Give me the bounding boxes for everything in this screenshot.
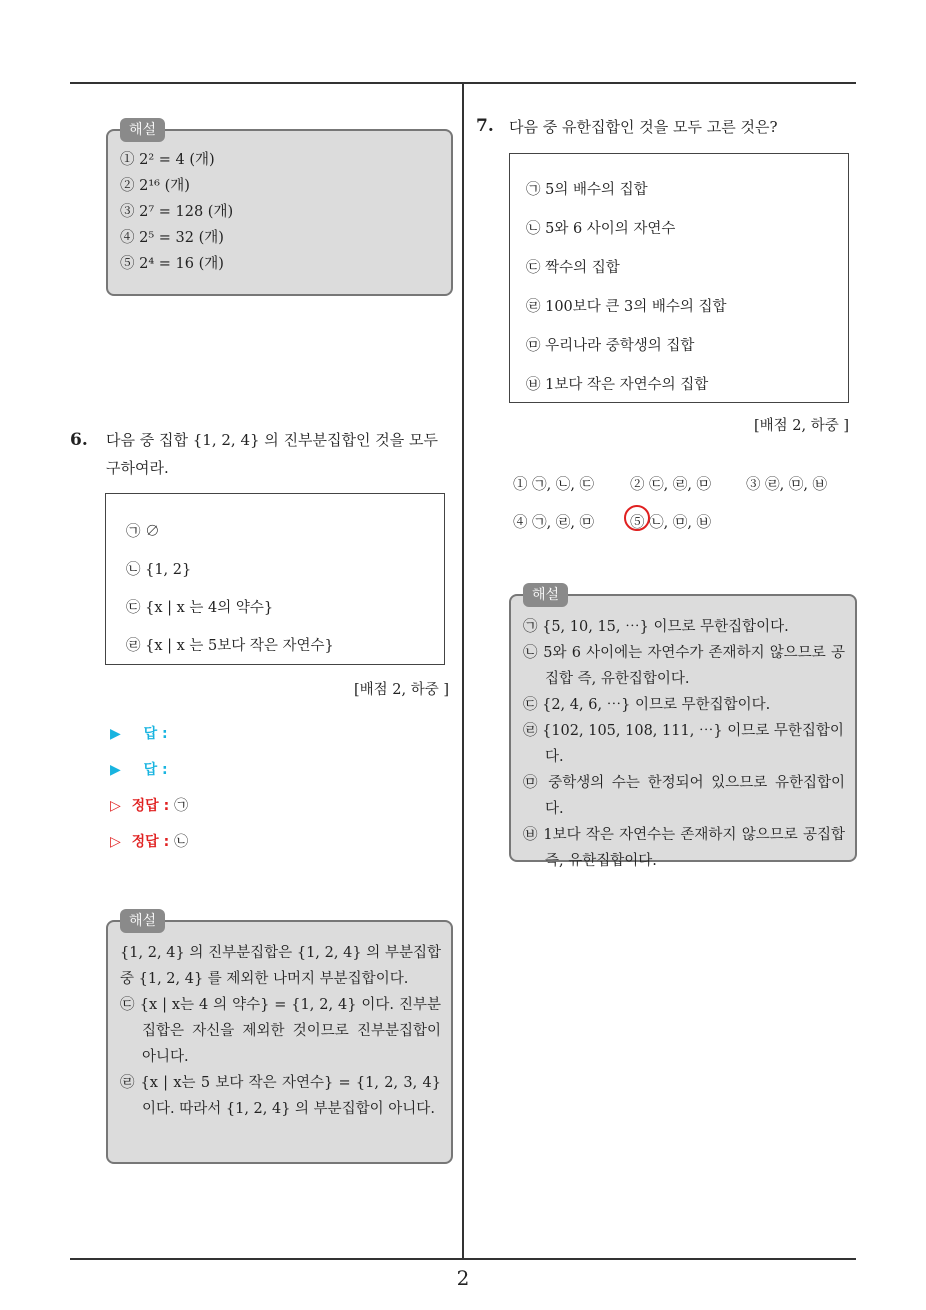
correct-answer-row xyxy=(110,831,188,851)
solution-line: ㉣ {102, 105, 108, 111, ⋯} 이므로 무한집합이다. xyxy=(523,723,844,765)
q7-item: ㉤ 우리나라 중학생의 집합 xyxy=(526,338,695,354)
answer-row xyxy=(110,723,168,743)
q7-item: ㉥ 1보다 작은 자연수의 집합 xyxy=(526,377,709,393)
correct-answer-label: 정답 : xyxy=(131,798,170,814)
q7-items-box xyxy=(509,153,849,403)
page-number: 2 xyxy=(456,1266,470,1290)
correct-answer-marker: ▷ xyxy=(110,798,121,814)
q7-item: ㉠ 5의 배수의 집합 xyxy=(526,182,648,198)
correct-answer-marker: ▷ xyxy=(110,834,121,850)
q7-solution-box xyxy=(509,587,857,869)
solution-line: ④ 2⁵ = 32 (개) xyxy=(120,230,224,246)
q7-item: ㉡ 5와 6 사이의 자연수 xyxy=(526,221,676,237)
solution-line: ㉠ {5, 10, 15, ⋯} 이므로 무한집합이다. xyxy=(523,619,789,635)
solution-tag: 해설 xyxy=(120,909,165,933)
choice-2[interactable]: ② ㉢, ㉣, ㉤ xyxy=(630,477,712,493)
solution-line: ㉣ {x | x는 5 보다 작은 자연수} = {1, 2, 3, 4} 이다. 따라서 {1, 2, 4} 의 부분집합이 아니다. xyxy=(120,1075,441,1117)
choice-1[interactable]: ① ㉠, ㉡, ㉢ xyxy=(513,477,595,493)
solution-tag: 해설 xyxy=(120,118,165,142)
solution-line: ③ 2⁷ = 128 (개) xyxy=(120,204,234,220)
choice-3[interactable]: ③ ㉣, ㉤, ㉥ xyxy=(746,477,828,493)
solution-line: ㉥ 1보다 작은 자연수는 존재하지 않으므로 공집합 즉, 유한집합이다. xyxy=(523,827,845,869)
choice-4[interactable]: ④ ㉠, ㉣, ㉤ xyxy=(513,515,595,531)
answer-row xyxy=(110,759,168,779)
q6-item: ㉢ {x | x 는 4의 약수} xyxy=(126,600,274,616)
selected-choice-circle xyxy=(624,505,650,531)
answer-marker: ▶ xyxy=(110,726,121,742)
answer-label: 답 : xyxy=(143,762,168,778)
q6-item: ㉡ {1, 2} xyxy=(126,562,192,578)
solution-line: ㉢ {2, 4, 6, ⋯} 이므로 무한집합이다. xyxy=(523,697,771,713)
answer-marker: ▶ xyxy=(110,762,121,778)
solution-line: ㉡ 5와 6 사이에는 자연수가 존재하지 않으므로 공집합 즉, 유한집합이다. xyxy=(523,645,845,687)
q7-item: ㉣ 100보다 큰 3의 배수의 집합 xyxy=(526,299,727,315)
q5-solution-box xyxy=(106,122,453,296)
q6-score: [배점 2, 하중 ] xyxy=(354,682,450,698)
solution-line: ⑤ 2⁴ = 16 (개) xyxy=(120,256,224,272)
q7-text: 다음 중 유한집합인 것을 모두 고른 것은? xyxy=(509,118,778,136)
q6-item: ㉣ {x | x 는 5보다 작은 자연수} xyxy=(126,638,334,654)
correct-answer-row xyxy=(110,795,188,815)
q6-item: ㉠ ∅ xyxy=(126,524,160,540)
q7-number: 7. xyxy=(476,116,494,136)
q6-solution-box xyxy=(106,913,453,1164)
bottom-rule xyxy=(70,1258,856,1260)
q6-text: 다음 중 집합 {1, 2, 4} 의 진부분집합인 것을 모두 구하여라. xyxy=(106,431,439,477)
q6-number: 6. xyxy=(70,430,88,450)
choice-5[interactable]: ⑤ ㉡, ㉤, ㉥ xyxy=(630,515,712,531)
q7-item: ㉢ 짝수의 집합 xyxy=(526,260,620,276)
solution-line: ② 2¹⁶ (개) xyxy=(120,178,190,194)
correct-answer-value: ㉠ xyxy=(174,798,189,814)
column-divider xyxy=(462,84,464,1259)
solution-line: {1, 2, 4} 의 진부분집합은 {1, 2, 4} 의 부분집합 중 {1, 2, 4} 를 제외한 나머지 부분집합이다. xyxy=(120,945,441,987)
q7-score: [배점 2, 하중 ] xyxy=(754,418,850,434)
q6-items-box xyxy=(105,493,445,665)
solution-line: ㉢ {x | x는 4 의 약수} = {1, 2, 4} 이다. 진부분집합은 자신을 제외한 것이므로 진부분집합이 아니다. xyxy=(120,997,441,1065)
correct-answer-label: 정답 : xyxy=(131,834,170,850)
answer-label: 답 : xyxy=(143,726,168,742)
solution-line: ① 2² = 4 (개) xyxy=(120,152,215,168)
correct-answer-value: ㉡ xyxy=(174,834,189,850)
solution-line: ㉤ 중학생의 수는 한정되어 있으므로 유한집합이다. xyxy=(523,775,845,817)
solution-tag: 해설 xyxy=(523,583,568,607)
